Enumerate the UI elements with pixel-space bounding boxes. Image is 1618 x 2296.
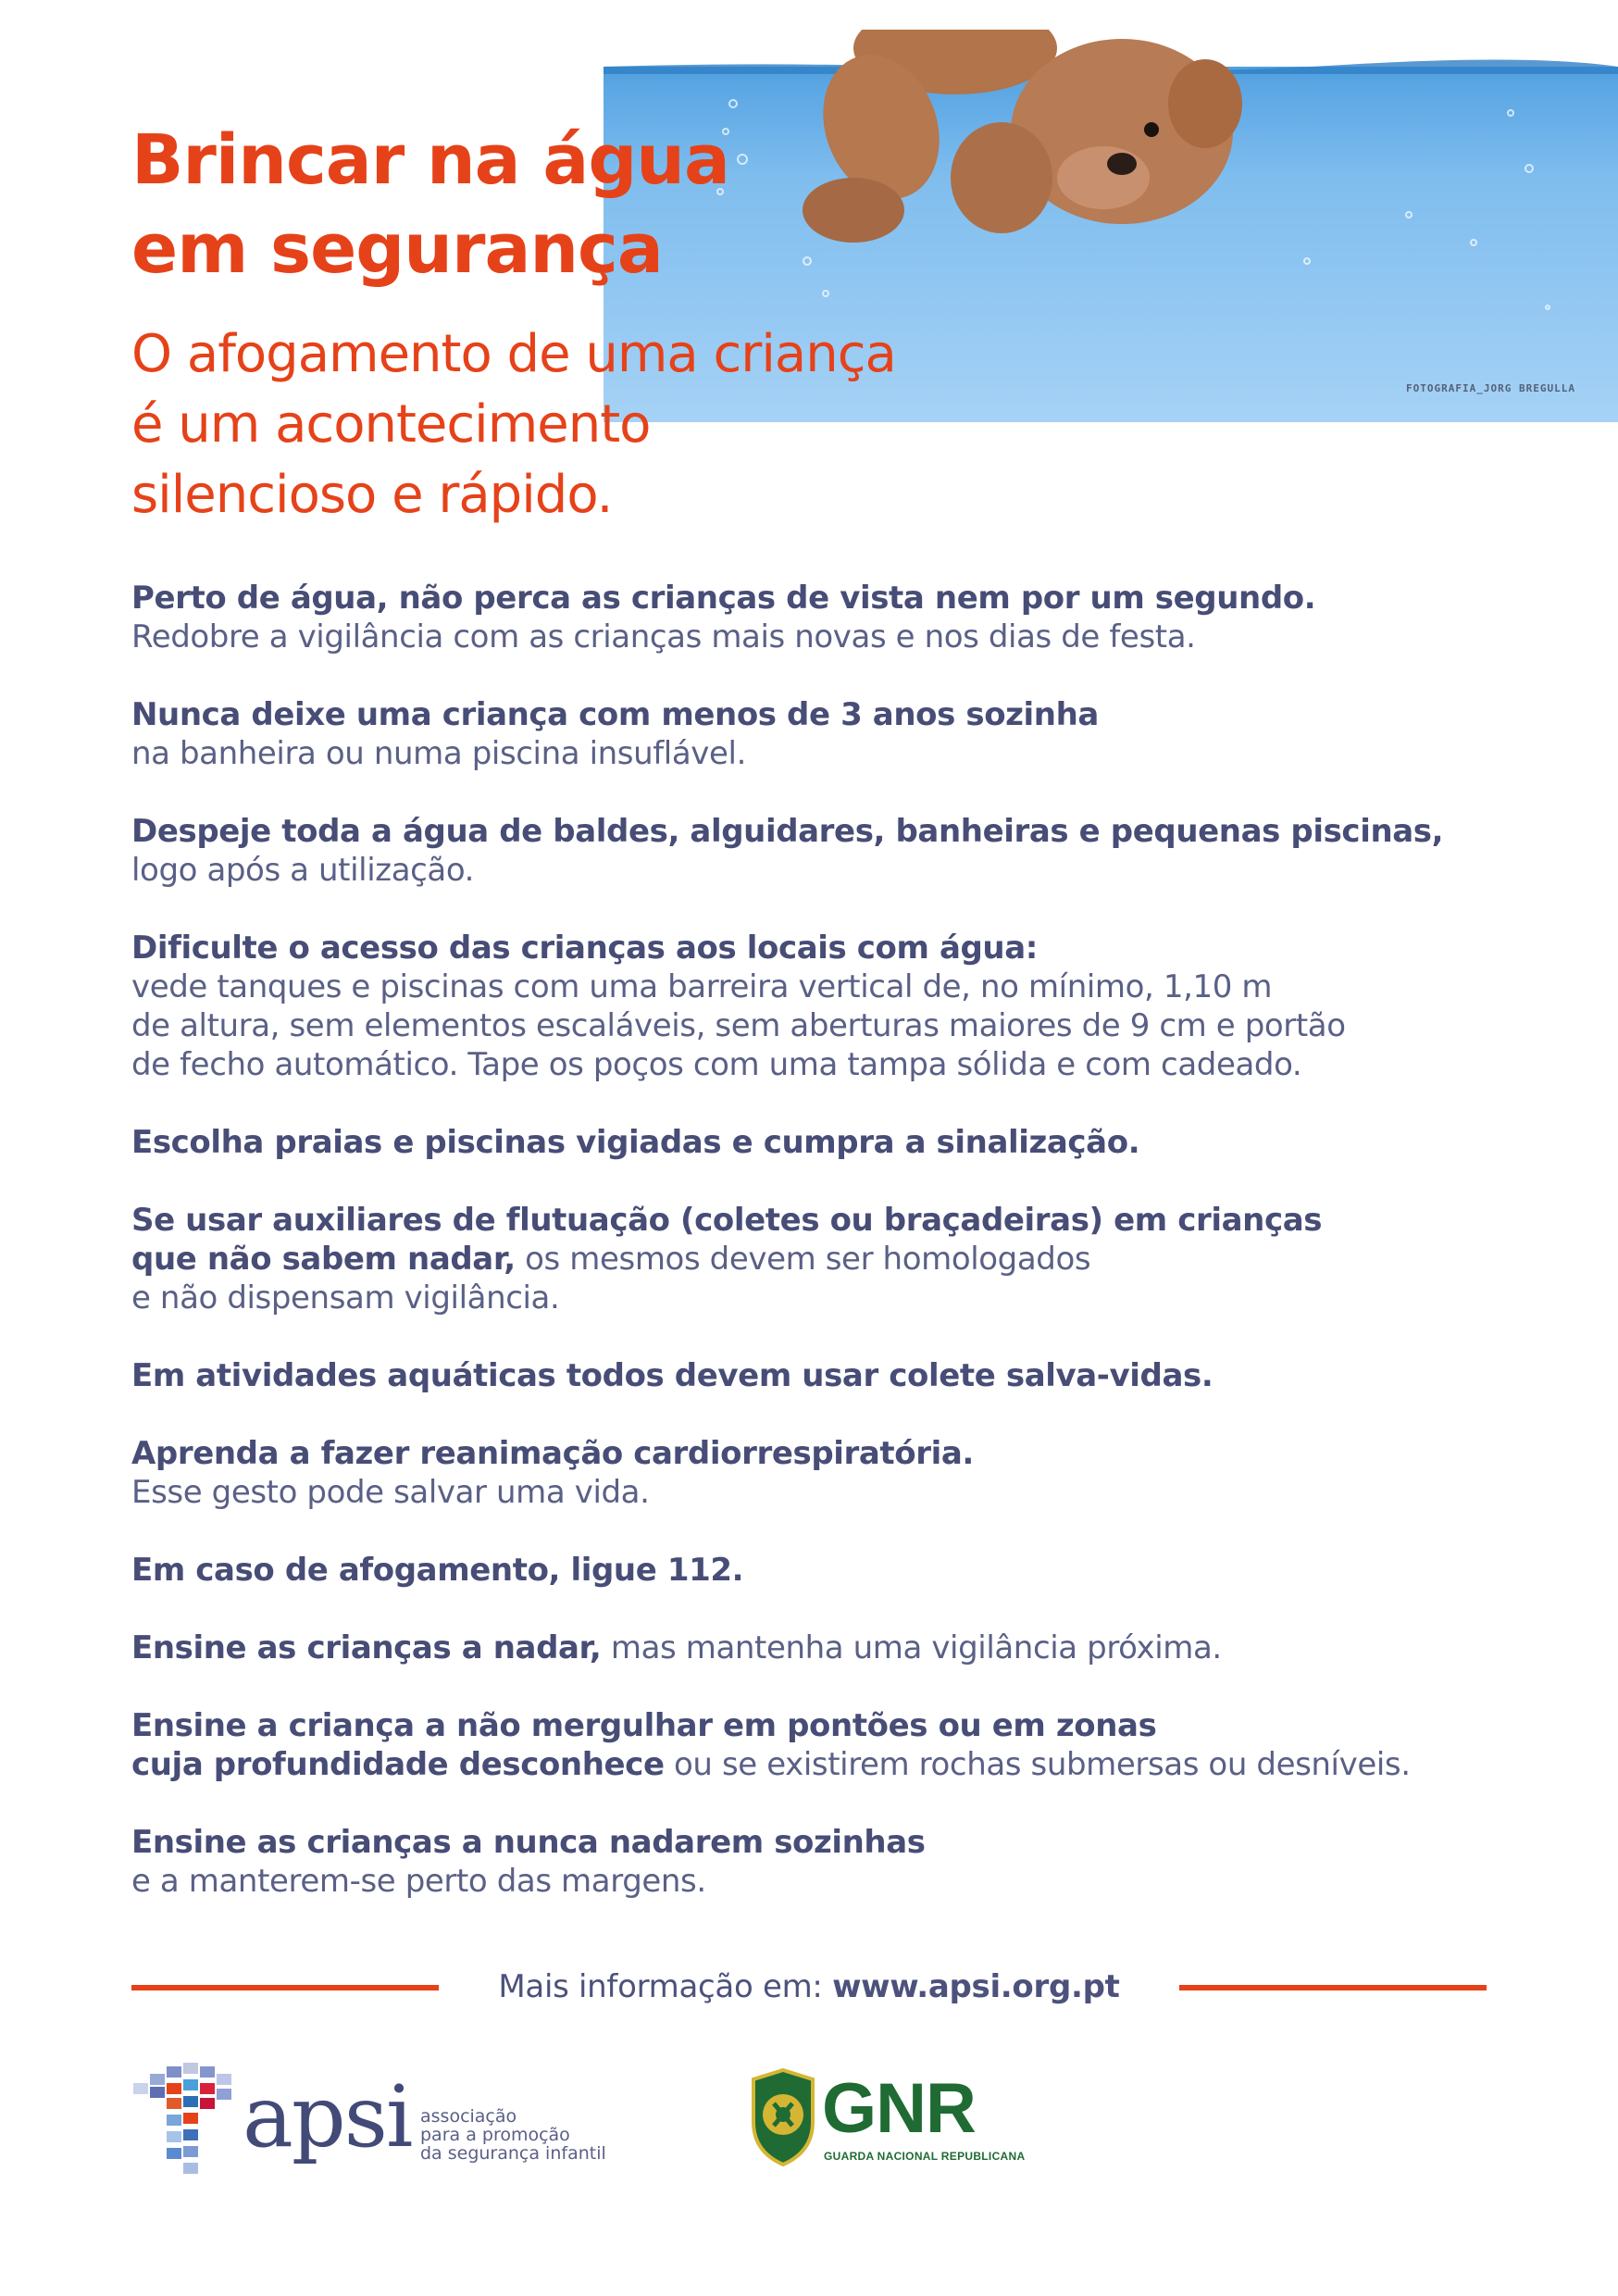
tip-4-text-2: de altura, sem elementos escaláveis, sem aberturas maiores de 9 cm e portão xyxy=(131,1007,1346,1044)
website-link[interactable]: www.apsi.org.pt xyxy=(832,1968,1120,2005)
tip-5 xyxy=(131,1123,1520,1162)
tip-7 xyxy=(131,1356,1520,1395)
apsi-wordmark: apsi xyxy=(243,2067,412,2166)
tip-9 xyxy=(131,1551,1520,1590)
tip-2 xyxy=(131,695,1520,773)
gnr-logo xyxy=(748,2066,1026,2187)
apsi-tagline-2: para a promoção xyxy=(420,2125,570,2145)
title-line-1: Brincar na água xyxy=(131,120,729,200)
tip-3-bold: Despeje toda a água de baldes, alguidares, banheiras e pequenas piscinas, xyxy=(131,813,1444,850)
subtitle-line-3: silencioso e rápido. xyxy=(131,465,613,525)
tip-12-bold: Ensine as crianças a nunca nadarem sozinhas xyxy=(131,1824,926,1861)
subtitle xyxy=(131,319,1150,530)
tip-9-bold: Em caso de afogamento, ligue 112. xyxy=(131,1552,744,1589)
gnr-crest-icon xyxy=(748,2066,818,2168)
tip-6-text-2: e não dispensam vigilância. xyxy=(131,1279,560,1316)
tip-8-bold: Aprenda a fazer reanimação cardiorrespiratória. xyxy=(131,1435,974,1472)
tip-4 xyxy=(131,929,1520,1084)
gnr-subtitle: GUARDA NACIONAL REPUBLICANA xyxy=(824,2150,1026,2163)
more-info-label: Mais informação em: xyxy=(498,1968,833,2005)
tip-1-text: Redobre a vigilância com as crianças mais novas e nos dias de festa. xyxy=(131,618,1196,655)
gnr-wordmark: GNR xyxy=(822,2069,976,2148)
tip-4-text-3: de fecho automático. Tape os poços com uma tampa sólida e com cadeado. xyxy=(131,1046,1302,1083)
subtitle-line-1: O afogamento de uma criança xyxy=(131,324,896,384)
tip-10-bold: Ensine as crianças a nadar, xyxy=(131,1629,602,1666)
apsi-tagline xyxy=(420,2107,624,2163)
tip-6-bold-2: que não sabem nadar, xyxy=(131,1241,516,1278)
apsi-tagline-1: associação xyxy=(420,2106,517,2127)
tip-11-bold-2: cuja profundidade desconhece xyxy=(131,1746,665,1783)
more-info xyxy=(439,1966,1179,2007)
tip-3 xyxy=(131,812,1520,890)
title-line-2: em segurança xyxy=(131,209,663,289)
apsi-tagline-3: da segurança infantil xyxy=(420,2143,606,2164)
tip-12 xyxy=(131,1823,1520,1901)
divider-right xyxy=(1179,1985,1487,1990)
tip-1-bold: Perto de água, não perca as crianças de vista nem por um segundo. xyxy=(131,580,1316,617)
tip-7-bold: Em atividades aquáticas todos devem usar colete salva-vidas. xyxy=(131,1357,1214,1394)
divider-left xyxy=(131,1985,439,1990)
safety-tips-list xyxy=(131,579,1520,1901)
apsi-cross-icon xyxy=(130,2057,241,2187)
tip-2-text: na banheira ou numa piscina insuflável. xyxy=(131,735,746,772)
tip-12-text: e a manterem-se perto das margens. xyxy=(131,1863,706,1900)
tip-11 xyxy=(131,1706,1520,1784)
photo-credit: FOTOGRAFIA_JORG BREGULLA xyxy=(1406,382,1575,394)
tip-2-bold: Nunca deixe uma criança com menos de 3 anos sozinha xyxy=(131,696,1099,733)
tip-10 xyxy=(131,1628,1520,1667)
tip-11-bold-1: Ensine a criança a não mergulhar em pontões ou em zonas xyxy=(131,1707,1157,1744)
tip-10-text: mas mantenha uma vigilância próxima. xyxy=(601,1629,1222,1666)
tip-6-bold-1: Se usar auxiliares de flutuação (coletes ou braçadeiras) em crianças xyxy=(131,1202,1323,1239)
page-title xyxy=(131,116,872,293)
tip-6-text-1: os mesmos devem ser homologados xyxy=(515,1241,1091,1278)
tip-4-bold: Dificulte o acesso das crianças aos locais com água: xyxy=(131,930,1038,967)
tip-8 xyxy=(131,1434,1520,1512)
tip-11-text: ou se existirem rochas submersas ou desníveis. xyxy=(664,1746,1411,1783)
tip-1 xyxy=(131,579,1520,656)
tip-6 xyxy=(131,1201,1520,1317)
tip-8-text: Esse gesto pode salvar uma vida. xyxy=(131,1474,650,1511)
apsi-logo xyxy=(130,2057,629,2187)
tip-3-text: logo após a utilização. xyxy=(131,852,475,889)
tip-4-text-1: vede tanques e piscinas com uma barreira vertical de, no mínimo, 1,10 m xyxy=(131,968,1273,1005)
subtitle-line-2: é um acontecimento xyxy=(131,394,651,455)
tip-5-bold: Escolha praias e piscinas vigiadas e cumpra a sinalização. xyxy=(131,1124,1140,1161)
